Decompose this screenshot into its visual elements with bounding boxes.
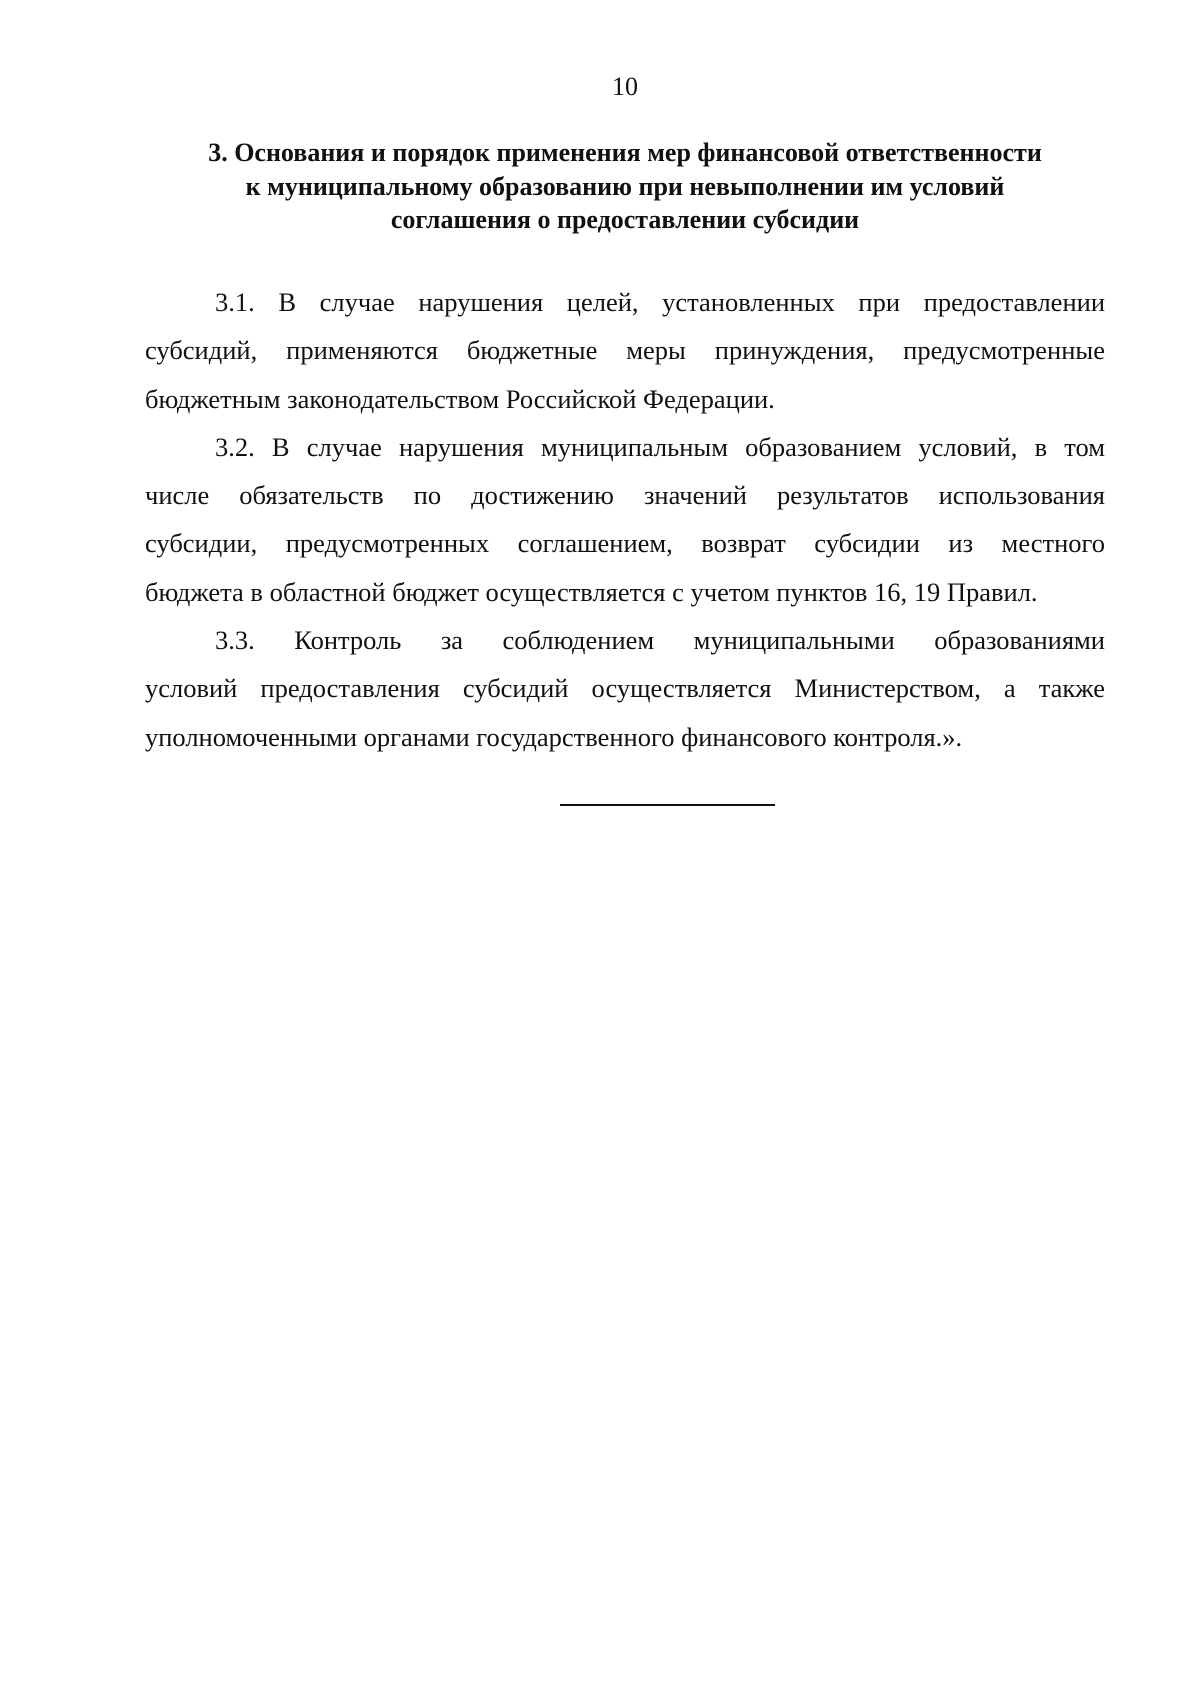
- paragraph-3-1: [145, 278, 1105, 423]
- section-title-line: соглашения о предоставлении субсидии: [390, 205, 860, 234]
- section-body: [145, 278, 1105, 761]
- paragraph-line: бюджета в областной бюджет осуществляется с учетом пунктов 16, 19 Правил.: [145, 576, 1038, 607]
- closing-separator-line: [560, 804, 775, 806]
- paragraph-line: 3.1. В случае нарушения целей, установленных при предоставлении: [215, 287, 1105, 317]
- paragraph-line: условий предоставления субсидий осуществляется Министерством, а также: [145, 673, 1105, 704]
- section-title-line: к муниципальному образованию при невыполнении им условий: [245, 171, 1005, 201]
- paragraph-line: числе обязательств по достижению значений результатов использования: [145, 480, 1105, 511]
- page-number: 10: [612, 72, 638, 101]
- paragraph-line: 3.2. В случае нарушения муниципальным образованием условий, в том: [215, 431, 1105, 462]
- section-title-line: 3. Основания и порядок применения мер финансовой ответственности: [208, 138, 1042, 167]
- paragraph-line: субсидий, применяются бюджетные меры принуждения, предусмотренные: [145, 335, 1105, 366]
- section-title: [150, 136, 1100, 237]
- paragraph-line: бюджетным законодательством Российской Федерации.: [145, 383, 775, 414]
- paragraph-3-3: [145, 616, 1105, 761]
- paragraph-line: уполномоченными органами государственного финансового контроля.».: [145, 721, 963, 752]
- paragraph-3-2: [145, 423, 1105, 616]
- paragraph-line: 3.3. Контроль за соблюдением муниципальными образованиями: [215, 625, 1105, 656]
- paragraph-line: субсидии, предусмотренных соглашением, возврат субсидии из местного: [145, 528, 1105, 559]
